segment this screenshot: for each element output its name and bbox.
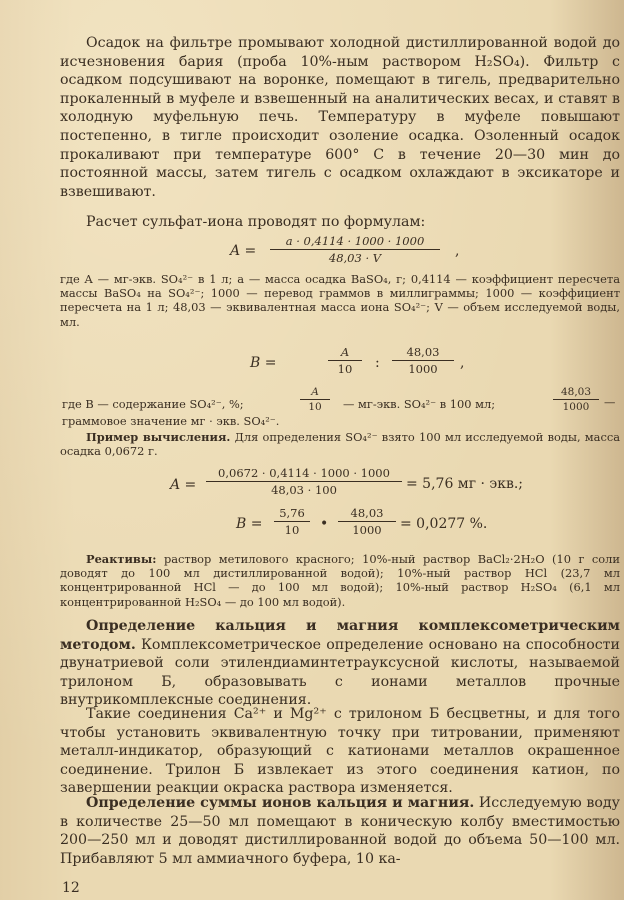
section-sum-paragraph xyxy=(60,794,620,868)
formula-b-fraction-1 xyxy=(328,345,362,376)
formula-b-lhs: B = xyxy=(250,355,277,371)
example-paragraph xyxy=(60,430,620,458)
formula-b-fraction-2 xyxy=(392,345,454,376)
formula-b-tail: , xyxy=(460,355,465,371)
page-number: 12 xyxy=(62,880,80,896)
formula-b-example-fraction-1 xyxy=(274,506,310,537)
where-b-text-2: — мг-экв. SO₄²⁻ в 100 мл; xyxy=(343,397,496,411)
where-b-f2-numerator: 48,03 xyxy=(553,386,599,400)
formula-a-fraction xyxy=(270,234,440,265)
formula-b-example-result: = 0,0277 %. xyxy=(400,516,488,532)
formula-b-example-f2-numerator: 48,03 xyxy=(338,506,396,522)
example-text: Для определения SO₄²⁻ взято 100 мл исследуемой воды, масса осадка 0,0672 г. xyxy=(60,430,620,459)
where-b-fraction-1 xyxy=(300,386,330,413)
formula-a-example-numerator: 0,0672 · 0,4114 · 1000 · 1000 xyxy=(206,466,402,482)
where-b-f1-numerator: A xyxy=(300,386,330,400)
formula-b-f1-denominator: 10 xyxy=(337,362,353,376)
section-ca-mg-heading: Определение кальция и магния комплексометрическим методом. xyxy=(60,618,620,653)
formula-b-example-lhs: B = xyxy=(236,516,263,532)
section-ca-mg-paragraph xyxy=(60,617,620,710)
paragraph-trilon: Такие соединения Ca²⁺ и Mg²⁺ с трилоном Б бесцветны, и для того чтобы установить эквивалентную точку при титровании, применяют металл-индикатор, образующий с катионами металлов окрашенное соединение. Трилон Б извлекает из этого соединения катион, по завершении реакции окраска раствора изменяется. xyxy=(60,706,620,797)
formula-a-example-fraction xyxy=(206,466,402,497)
formula-a-lhs: A = xyxy=(230,243,257,259)
formula-b-example-f1-denominator: 10 xyxy=(284,523,300,537)
formula-b-operator: : xyxy=(375,355,380,371)
reagents-label: Реактивы: xyxy=(86,552,157,566)
where-a-definitions: где A — мг-экв. SO₄²⁻ в 1 л; a — масса осадка BaSO₄, г; 0,4114 — коэффициент пересчета массы BaSO₄ на SO₄²⁻; 1000 — перевод граммов в миллиграммы; 1000 — коэффициент пересчета на 1 л; 48,03 — эквивалентная масса иона SO₄²⁻; V — объем исследуемой воды, мл. xyxy=(60,272,620,329)
reagents-text: раствор метилового красного; 10%-ный раствор BaCl₂·2H₂O (10 г соли доводят до 100 мл дистиллированной водой); 10%-ный раствор HCl (23,7 мл концентрированной HCl — до 100 мл водой); 10%-ный раствор H₂SO₄ (6,1 мл концентрированной H₂SO₄ — до 100 мл водой). xyxy=(60,552,620,609)
where-b-text-3: — xyxy=(604,395,616,409)
formula-a-denominator: 48,03 · V xyxy=(328,251,382,265)
paragraph-calc-intro: Расчет сульфат-иона проводят по формулам: xyxy=(86,214,426,230)
section-sum-heading: Определение суммы ионов кальция и магния. xyxy=(86,795,475,811)
where-b-f2-denominator: 1000 xyxy=(562,401,590,413)
where-b-fraction-2 xyxy=(553,386,599,413)
where-b-text-4: граммовое значение мг · экв. SO₄²⁻. xyxy=(62,414,280,428)
formula-a-tail: , xyxy=(455,243,460,259)
section-sum-text: Исследуемую воду в количестве 25—50 мл помещают в коническую колбу вместимостью 200—250 мл и доводят дистиллированной водой до объема 50—100 мл. Прибавляют 5 мл аммиачного буфера, 10 ка- xyxy=(60,795,621,867)
formula-b-example-fraction-2 xyxy=(338,506,396,537)
where-b-f1-denominator: 10 xyxy=(308,401,322,413)
formula-a-numerator: a · 0,4114 · 1000 · 1000 xyxy=(270,234,440,250)
paragraph-filter-washing: Осадок на фильтре промывают холодной дистиллированной водой до исчезновения бария (проба 10%-ным раствором H₂SO₄). Фильтр с осадком подсушивают на воронке, помещают в тигель, предварительно прокаленный в муфеле и взвешенный на аналитических весах, и ставят в холодную муфельную печь. Температуру в муфеле повышают постепенно, в тигле происходит озоление осадка. Озоленный осадок прокаливают при температуре 600° C в течение 20—30 мин до постоянной массы, затем тигель с осадком охлаждают в эксикаторе и взвешивают. xyxy=(60,35,620,200)
reagents-paragraph xyxy=(60,552,620,609)
formula-a-example-result: = 5,76 мг · экв.; xyxy=(406,476,524,492)
formula-b-f2-numerator: 48,03 xyxy=(392,345,454,361)
section-ca-mg-text: Комплексометрическое определение основано на способности двунатриевой соли этилендиаминтетрауксусной кислоты, называемой трилоном Б, образовывать с ионами металлов прочные внутрикомплексные соединения. xyxy=(60,636,620,709)
formula-b-f1-numerator: A xyxy=(328,345,362,361)
formula-b-example-operator: • xyxy=(320,516,329,532)
formula-a-example-lhs: A = xyxy=(170,477,197,493)
where-b-text-1: где B — содержание SO₄²⁻, %; xyxy=(62,397,244,411)
formula-a-example-denominator: 48,03 · 100 xyxy=(271,483,337,497)
formula-b-example-f1-numerator: 5,76 xyxy=(274,506,310,522)
formula-b-f2-denominator: 1000 xyxy=(408,362,438,376)
formula-b-example-f2-denominator: 1000 xyxy=(352,523,382,537)
example-label: Пример вычисления. xyxy=(86,430,231,444)
